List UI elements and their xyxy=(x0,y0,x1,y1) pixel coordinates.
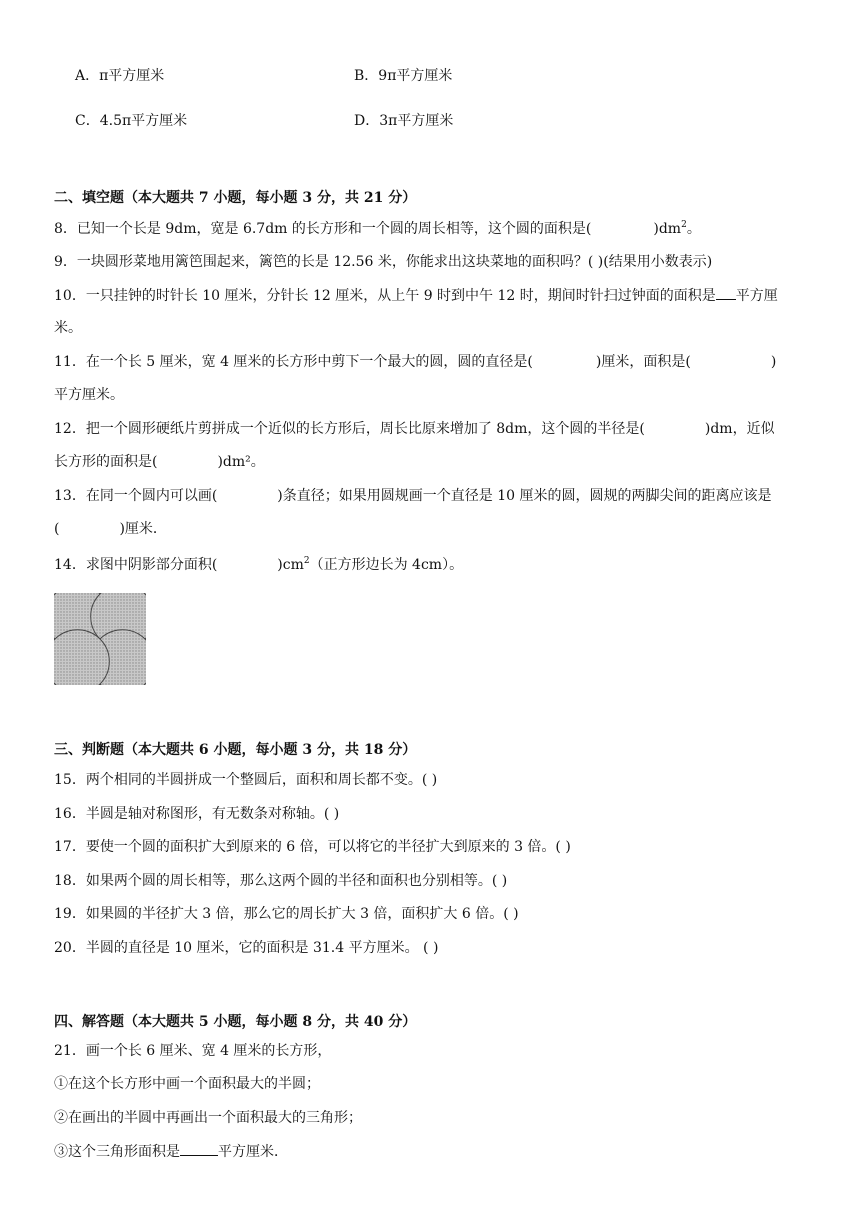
question-21-step-2: ②在画出的半圆中再画出一个面积最大的三角形； xyxy=(54,1110,362,1126)
answer-blank[interactable] xyxy=(180,1141,218,1156)
q12-text-3: 长方形的面积是( xyxy=(54,454,158,470)
question-21-intro: 21．画一个长 6 厘米、宽 4 厘米的长方形， xyxy=(54,1043,332,1059)
question-20: 20．半圆的直径是 10 厘米，它的面积是 31.4 平方厘米。 ( ) xyxy=(54,940,439,956)
question-18: 18．如果两个圆的周长相等，那么这两个圆的半径和面积也分别相等。( ) xyxy=(54,873,508,889)
q12-text-2: )dm，近似 xyxy=(704,421,775,437)
shaded-petal-figure xyxy=(54,593,146,685)
q14-text-2: （正方形边长为 4cm）。 xyxy=(309,557,464,573)
question-21-step-3 xyxy=(54,1141,288,1162)
q8-end: 。 xyxy=(686,221,701,237)
q10-text: 10．一只挂钟的时针长 10 厘米，分针长 12 厘米，从上午 9 时到中午 12 时，期间时针扫过钟面的面积是 xyxy=(54,288,716,304)
q21-step-3-text: ③这个三角形面积是 xyxy=(54,1144,180,1160)
question-17: 17．要使一个圆的面积扩大到原来的 6 倍，可以将它的半径扩大到原来的 3 倍。( ) xyxy=(54,839,571,855)
q13-open: ( xyxy=(54,521,60,537)
question-16: 16．半圆是轴对称图形，有无数条对称轴。( ) xyxy=(54,806,340,822)
q12-text: 12．把一个圆形硬纸片剪拼成一个近似的长方形后，周长比原来增加了 8dm，这个圆的半径是( xyxy=(54,421,645,437)
q21-step-3-unit: 平方厘米． xyxy=(218,1144,288,1160)
section-3-title: 三、判断题（本大题共 6 小题，每小题 3 分，共 18 分） xyxy=(54,742,417,758)
q14-unit: )cm xyxy=(277,557,304,573)
question-15: 15．两个相同的半圆拼成一个整圆后，面积和周长都不变。( ) xyxy=(54,772,438,788)
question-10-line1 xyxy=(54,285,778,306)
q12-text-4: )dm²。 xyxy=(217,454,265,470)
option-c: C．4.5π平方厘米 xyxy=(75,113,188,129)
question-10-line2: 米。 xyxy=(54,320,82,336)
option-b: B．9π平方厘米 xyxy=(354,68,453,84)
section-2-title: 二、填空题（本大题共 7 小题，每小题 3 分，共 21 分） xyxy=(54,190,417,206)
q11-text-2: )厘米，面积是( xyxy=(595,354,691,370)
question-13-line2 xyxy=(54,519,167,539)
q13-text-3: )厘米． xyxy=(119,521,167,537)
question-21-step-1: ①在这个长方形中画一个面积最大的半圆； xyxy=(54,1076,320,1092)
option-a: A．π平方厘米 xyxy=(75,68,165,84)
section-4-title: 四、解答题（本大题共 5 小题，每小题 8 分，共 40 分） xyxy=(54,1014,417,1030)
question-12-line2 xyxy=(54,452,265,472)
question-13-line1 xyxy=(54,486,771,506)
q11-close: ) xyxy=(770,354,777,370)
option-d: D．3π平方厘米 xyxy=(354,113,454,129)
q8-sup: 2 xyxy=(681,220,687,230)
question-8 xyxy=(54,219,701,239)
question-9: 9．一块圆形菜地用篱笆围起来，篱笆的长是 12.56 米，你能求出这块菜地的面积吗？( )(结果用小数表示) xyxy=(54,254,713,270)
question-12-line1 xyxy=(54,419,775,439)
q10-after: 平方厘 xyxy=(735,288,778,304)
q11-text: 11．在一个长 5 厘米，宽 4 厘米的长方形中剪下一个最大的圆，圆的直径是( xyxy=(54,354,533,370)
q14-text: 14．求图中阴影部分面积( xyxy=(54,557,218,573)
answer-blank[interactable] xyxy=(716,285,736,300)
question-11-line2: 平方厘米。 xyxy=(54,387,124,403)
q13-text-2: )条直径；如果用圆规画一个直径是 10 厘米的圆，圆规的两脚尖间的距离应该是 xyxy=(277,488,772,504)
question-11-line1 xyxy=(54,352,776,372)
q13-text: 13．在同一个圆内可以画( xyxy=(54,488,218,504)
q14-sup: 2 xyxy=(303,556,310,566)
question-14 xyxy=(54,555,463,575)
q8-unit: )dm xyxy=(653,221,682,237)
question-19: 19．如果圆的半径扩大 3 倍，那么它的周长扩大 3 倍，面积扩大 6 倍。( ) xyxy=(54,906,519,922)
q8-text: 8．已知一个长是 9dm，宽是 6.7dm 的长方形和一个圆的周长相等，这个圆的面积是( xyxy=(54,221,592,237)
